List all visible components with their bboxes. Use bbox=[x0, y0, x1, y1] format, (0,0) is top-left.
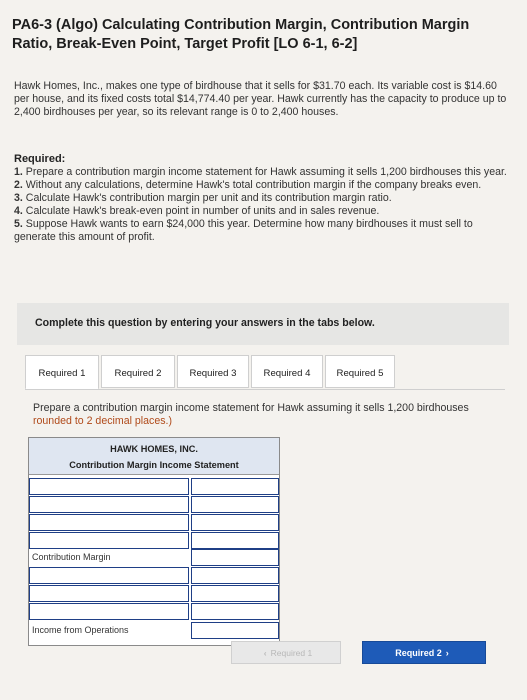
required-item-4: 4. Calculate Hawk's break-even point in number of units and in sales revenue. bbox=[14, 205, 380, 217]
instruction-text bbox=[33, 402, 513, 428]
tab-required-4[interactable]: Required 4 bbox=[251, 355, 323, 388]
table-row bbox=[29, 567, 279, 584]
table-row bbox=[29, 549, 279, 566]
next-required-button[interactable]: Required 2 › bbox=[362, 641, 486, 664]
amount-input[interactable] bbox=[191, 567, 279, 584]
complete-text: Complete this question by entering your answers in the tabs below. bbox=[35, 317, 375, 329]
label-input[interactable] bbox=[29, 585, 189, 602]
amount-input[interactable] bbox=[191, 532, 279, 549]
required-section bbox=[14, 153, 509, 244]
label-input[interactable] bbox=[29, 567, 189, 584]
table-row bbox=[29, 514, 279, 531]
tab-required-2[interactable]: Required 2 bbox=[101, 355, 175, 388]
instruction-hint: rounded to 2 decimal places.) bbox=[33, 415, 172, 427]
income-statement-table bbox=[28, 437, 280, 646]
table-row bbox=[29, 532, 279, 549]
label-input[interactable] bbox=[29, 532, 189, 549]
required-item-2: 2. Without any calculations, determine Hawk's total contribution margin if the company breaks even. bbox=[14, 179, 482, 191]
tab-divider bbox=[25, 389, 505, 390]
amount-input[interactable] bbox=[191, 585, 279, 602]
statement-title: Contribution Margin Income Statement bbox=[69, 460, 239, 470]
table-row bbox=[29, 603, 279, 620]
problem-intro: Hawk Homes, Inc., makes one type of birdhouse that it sells for $31.70 each. Its variable cost is $14.60 per house, and its fixed costs total $14,774.40 per year. Hawk currently has the capacity to produce up to 2,400 birdhouses per year, so its relevant range is 0 to 2,400 houses. bbox=[14, 80, 507, 118]
company-name: HAWK HOMES, INC. bbox=[110, 444, 198, 454]
label-input[interactable] bbox=[29, 603, 189, 620]
chevron-right-icon: › bbox=[445, 648, 449, 658]
income-operations-cell bbox=[29, 622, 189, 639]
chevron-left-icon: ‹ bbox=[263, 648, 267, 658]
label-input[interactable] bbox=[29, 514, 189, 531]
required-item-5: 5. Suppose Hawk wants to earn $24,000 this year. Determine how many birdhouses it must sell to generate this amount of profit. bbox=[14, 218, 473, 243]
table-header bbox=[29, 438, 279, 475]
required-item-3: 3. Calculate Hawk's contribution margin per unit and its contribution margin ratio. bbox=[14, 192, 392, 204]
complete-banner bbox=[17, 303, 509, 345]
required-item-1: 1. Prepare a contribution margin income statement for Hawk assuming it sells 1,200 birdhouses this year. bbox=[14, 166, 507, 178]
page-title: PA6-3 (Algo) Calculating Contribution Margin, Contribution Margin Ratio, Break-Even Point, Target Profit [LO 6-1, 6-2] bbox=[12, 17, 470, 52]
contribution-margin-cell bbox=[29, 549, 189, 566]
contribution-margin-label: Contribution Margin bbox=[32, 552, 111, 562]
income-operations-label: Income from Operations bbox=[32, 625, 129, 635]
tab-required-5[interactable]: Required 5 bbox=[325, 355, 395, 388]
tab-required-3[interactable]: Required 3 bbox=[177, 355, 249, 388]
amount-input[interactable] bbox=[191, 496, 279, 513]
table-row bbox=[29, 478, 279, 495]
amount-input[interactable] bbox=[191, 478, 279, 495]
prev-required-button[interactable]: ‹ Required 1 bbox=[231, 641, 341, 664]
tab-required-1[interactable]: Required 1 bbox=[25, 355, 99, 390]
amount-input[interactable] bbox=[191, 603, 279, 620]
label-input[interactable] bbox=[29, 496, 189, 513]
table-row bbox=[29, 622, 279, 639]
amount-input[interactable] bbox=[191, 514, 279, 531]
label-input[interactable] bbox=[29, 478, 189, 495]
contribution-margin-input[interactable] bbox=[191, 549, 279, 566]
income-operations-input[interactable] bbox=[191, 622, 279, 639]
required-heading: Required: bbox=[14, 153, 66, 165]
instruction-main: Prepare a contribution margin income statement for Hawk assuming it sells 1,200 birdhouses bbox=[33, 402, 469, 414]
table-row bbox=[29, 496, 279, 513]
table-row bbox=[29, 585, 279, 602]
